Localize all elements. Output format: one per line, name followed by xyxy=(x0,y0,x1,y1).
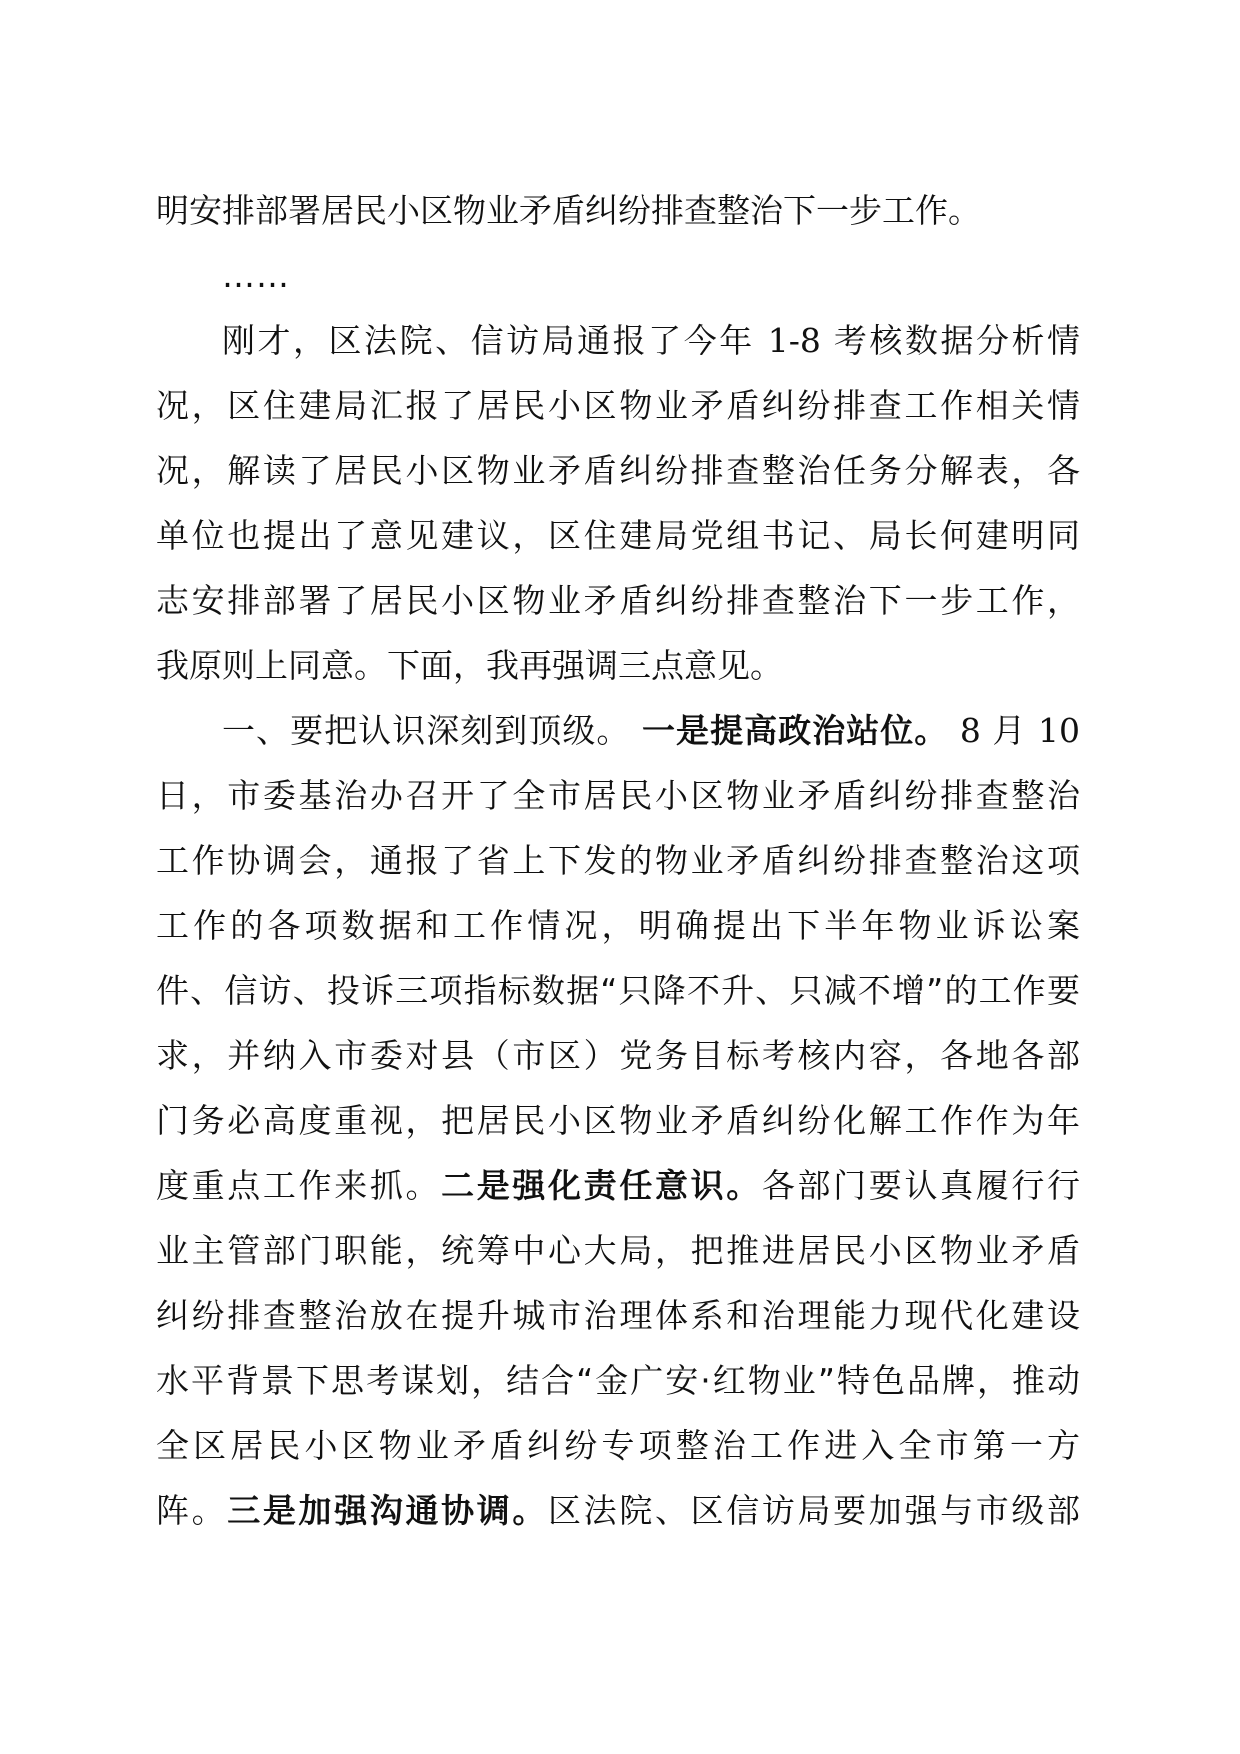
text-line xyxy=(156,1348,1080,1413)
text-line xyxy=(156,1283,1080,1348)
paragraph-1-line-1 xyxy=(156,308,1080,373)
number-run: 8 xyxy=(959,711,981,750)
text-line xyxy=(156,438,1080,503)
text-run: 度重点工作来抓。 xyxy=(156,1166,442,1205)
text-run: 刚才，区法院、信访局通报了今年 xyxy=(222,321,755,360)
text-line xyxy=(156,828,1080,893)
text-run: 件、信访、投诉三项指标数据“只降不升、只减不增”的工作要 xyxy=(156,971,1080,1010)
text-run: 各部门要认真履行行 xyxy=(761,1166,1081,1205)
paragraph-2-line-1 xyxy=(156,698,1080,763)
text-run: 求，并纳入市委对县（市区）党务目标考核内容，各地各部 xyxy=(156,1036,1080,1075)
text-run: 水平背景下思考谋划，结合“金广安·红物业”特色品牌，推动 xyxy=(156,1361,1080,1400)
text-line xyxy=(156,568,1080,633)
text-line xyxy=(156,763,1080,828)
text-run: 日，市委基治办召开了全市居民小区物业矛盾纠纷排查整治 xyxy=(156,776,1080,815)
text-line xyxy=(156,958,1080,1023)
text-line xyxy=(156,373,1080,438)
text-run: 况，区住建局汇报了居民小区物业矛盾纠纷排查工作相关情 xyxy=(156,386,1080,425)
text-line xyxy=(156,178,1080,243)
text-line xyxy=(156,1413,1080,1478)
text-run: 况，解读了居民小区物业矛盾纠纷排查整治任务分解表，各 xyxy=(156,451,1080,490)
bold-point-2: 二是强化责任意识。 xyxy=(441,1166,762,1205)
text-line xyxy=(156,633,1080,698)
text-run: 门务必高度重视，把居民小区物业矛盾纠纷化解工作作为年 xyxy=(156,1101,1080,1140)
text-run: 阵。 xyxy=(156,1491,228,1530)
text-run: 工作协调会，通报了省上下发的物业矛盾纠纷排查整治这项 xyxy=(156,841,1080,880)
text-run: 工作的各项数据和工作情况，明确提出下半年物业诉讼案 xyxy=(156,906,1080,945)
text-run: 月 xyxy=(992,711,1027,750)
text-run: 区法院、区信访局要加强与市级部 xyxy=(548,1491,1081,1530)
text-line xyxy=(156,1478,1080,1543)
ellipsis: …… xyxy=(222,256,290,295)
text-line xyxy=(156,1088,1080,1153)
text-run: 明安排部署居民小区物业矛盾纠纷排查整治下一步工作。 xyxy=(156,191,981,230)
ellipsis-line xyxy=(156,243,1080,308)
text-run: 业主管部门职能，统筹中心大局，把推进居民小区物业矛盾 xyxy=(156,1231,1080,1270)
bold-point-3: 三是加强沟通协调。 xyxy=(227,1491,549,1530)
text-line xyxy=(156,1218,1080,1283)
text-run: 志安排部署了居民小区物业矛盾纠纷排查整治下一步工作， xyxy=(156,581,1080,620)
text-run: 我原则上同意。下面，我再强调三点意见。 xyxy=(156,646,783,685)
text-line xyxy=(156,893,1080,958)
bold-point-1: 一是提高政治站位。 xyxy=(642,711,949,750)
body-text xyxy=(156,178,1080,1543)
number-run: 1-8 xyxy=(767,321,821,360)
number-run: 10 xyxy=(1038,711,1080,750)
text-line xyxy=(156,503,1080,568)
text-run: 考核数据分析情 xyxy=(833,321,1081,360)
text-run: 纠纷排查整治放在提升城市治理体系和治理能力现代化建设 xyxy=(156,1296,1080,1335)
section-heading: 一、要把认识深刻到顶级。 xyxy=(222,711,631,750)
text-run: 全区居民小区物业矛盾纠纷专项整治工作进入全市第一方 xyxy=(156,1426,1080,1465)
text-line xyxy=(156,1153,1080,1218)
text-run: 单位也提出了意见建议，区住建局党组书记、局长何建明同 xyxy=(156,516,1080,555)
text-line xyxy=(156,1023,1080,1088)
